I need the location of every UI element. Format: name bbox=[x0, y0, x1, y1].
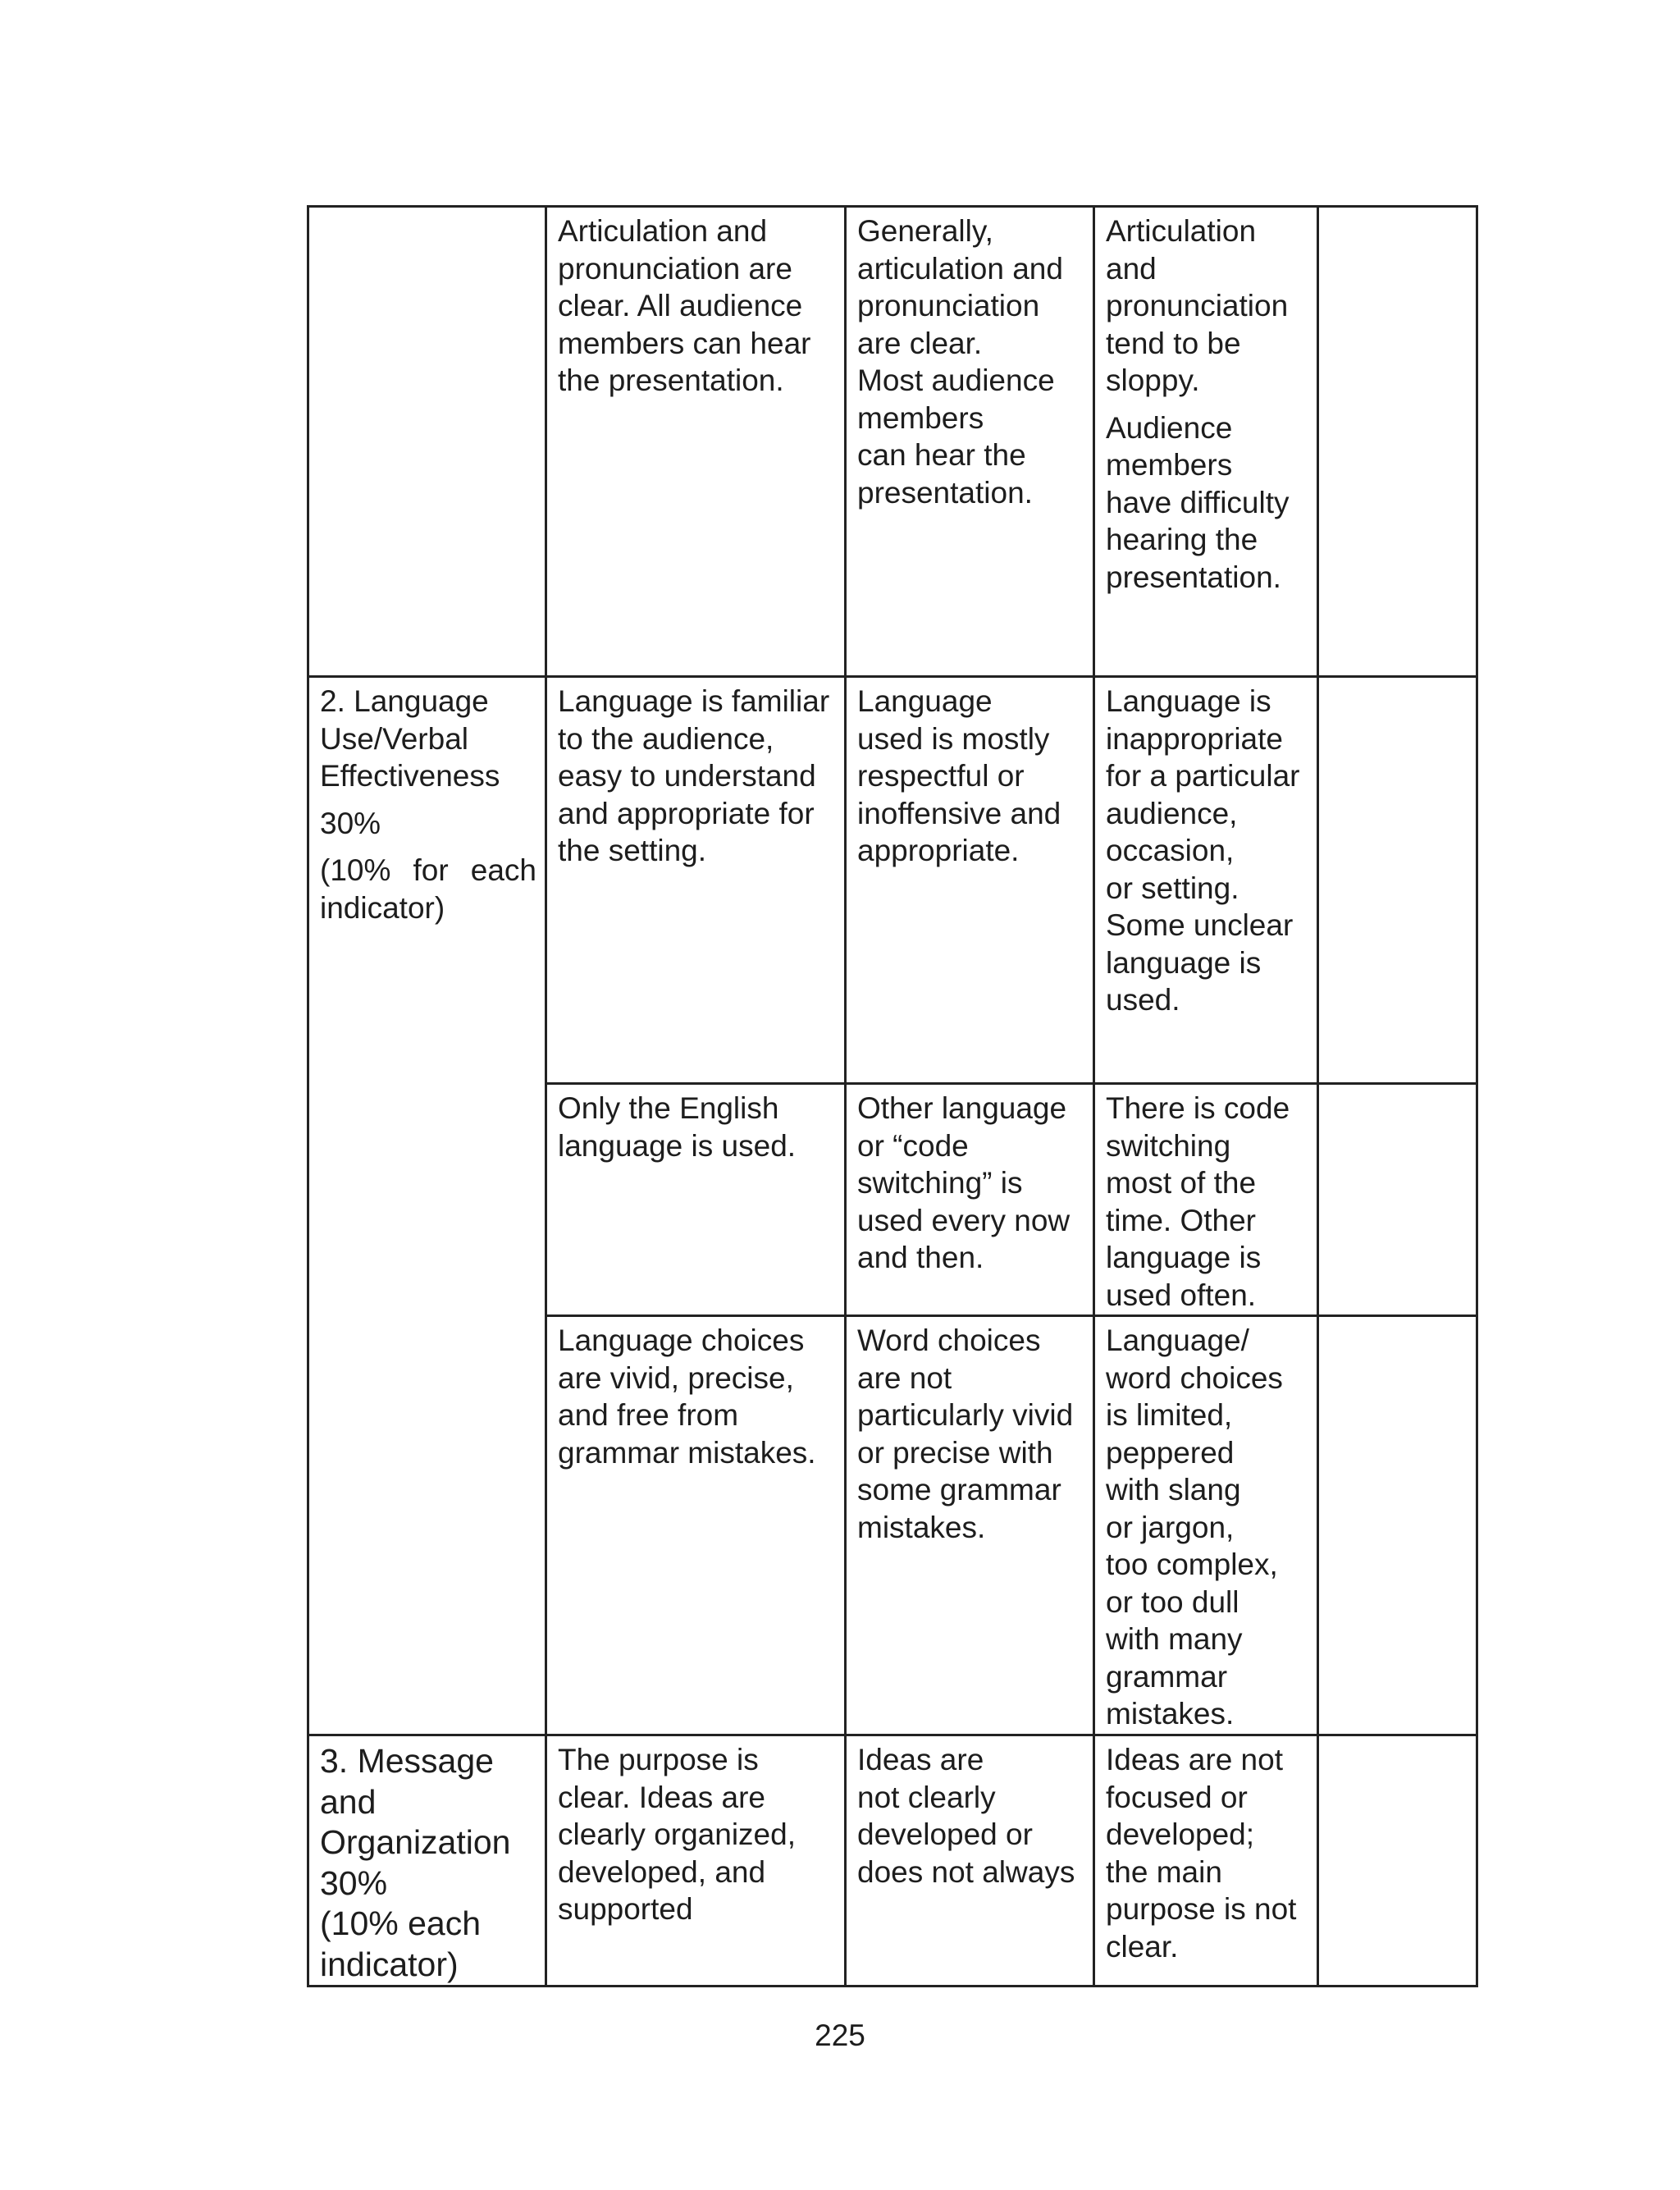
criterion-cell-empty bbox=[308, 207, 546, 677]
score-cell bbox=[1318, 1084, 1477, 1316]
level-cell: Articulation and pronunciation are clear. All audience members can hear the presentation. bbox=[546, 207, 846, 677]
level-cell: Language is inappropriate for a particular audience, occasion, or setting. Some unclear language is used. bbox=[1094, 677, 1318, 1084]
level-cell: Language/ word choices is limited, peppered with slang or jargon, too complex, or too dull with many grammar mistakes. bbox=[1094, 1316, 1318, 1735]
rubric-table bbox=[307, 205, 1478, 1987]
level-cell: There is code switching most of the time. Other language is used often. bbox=[1094, 1084, 1318, 1316]
level-cell: Language is familiar to the audience, easy to understand and appropriate for the setting. bbox=[546, 677, 846, 1084]
table-row bbox=[308, 1735, 1477, 1987]
score-cell bbox=[1318, 1316, 1477, 1735]
score-cell bbox=[1318, 1735, 1477, 1987]
table-row bbox=[308, 677, 1477, 1084]
level-cell: Articulation and pronunciation tend to be sloppy. Audience members have difficulty hearing the presentation. bbox=[1094, 207, 1318, 677]
score-cell bbox=[1318, 207, 1477, 677]
level-cell: Ideas are not focused or developed; the main purpose is not clear. bbox=[1094, 1735, 1318, 1987]
page-number: 225 bbox=[815, 2019, 865, 2052]
level-cell: Other language or “code switching” is used every now and then. bbox=[846, 1084, 1094, 1316]
level-cell: Ideas are not clearly developed or does not always bbox=[846, 1735, 1094, 1987]
level-cell: Language used is mostly respectful or inoffensive and appropriate. bbox=[846, 677, 1094, 1084]
level-cell: Word choices are not particularly vivid or precise with some grammar mistakes. bbox=[846, 1316, 1094, 1735]
level-cell: The purpose is clear. Ideas are clearly organized, developed, and supported bbox=[546, 1735, 846, 1987]
level-cell: Only the English language is used. bbox=[546, 1084, 846, 1316]
criterion-weight-note: (10% for each bbox=[320, 853, 536, 887]
score-cell bbox=[1318, 677, 1477, 1084]
criterion-cell-message-organization: 3. Message and Organization 30% (10% each indicator) bbox=[308, 1735, 546, 1987]
level-cell: Language choices are vivid, precise, and free from grammar mistakes. bbox=[546, 1316, 846, 1735]
table-row bbox=[308, 207, 1477, 677]
level-cell: Generally, articulation and pronunciation are clear. Most audience members can hear the presentation. bbox=[846, 207, 1094, 677]
criterion-cell-language-use: 2. Language Use/Verbal Effectiveness 30% (10% for each indicator) bbox=[308, 677, 546, 1735]
